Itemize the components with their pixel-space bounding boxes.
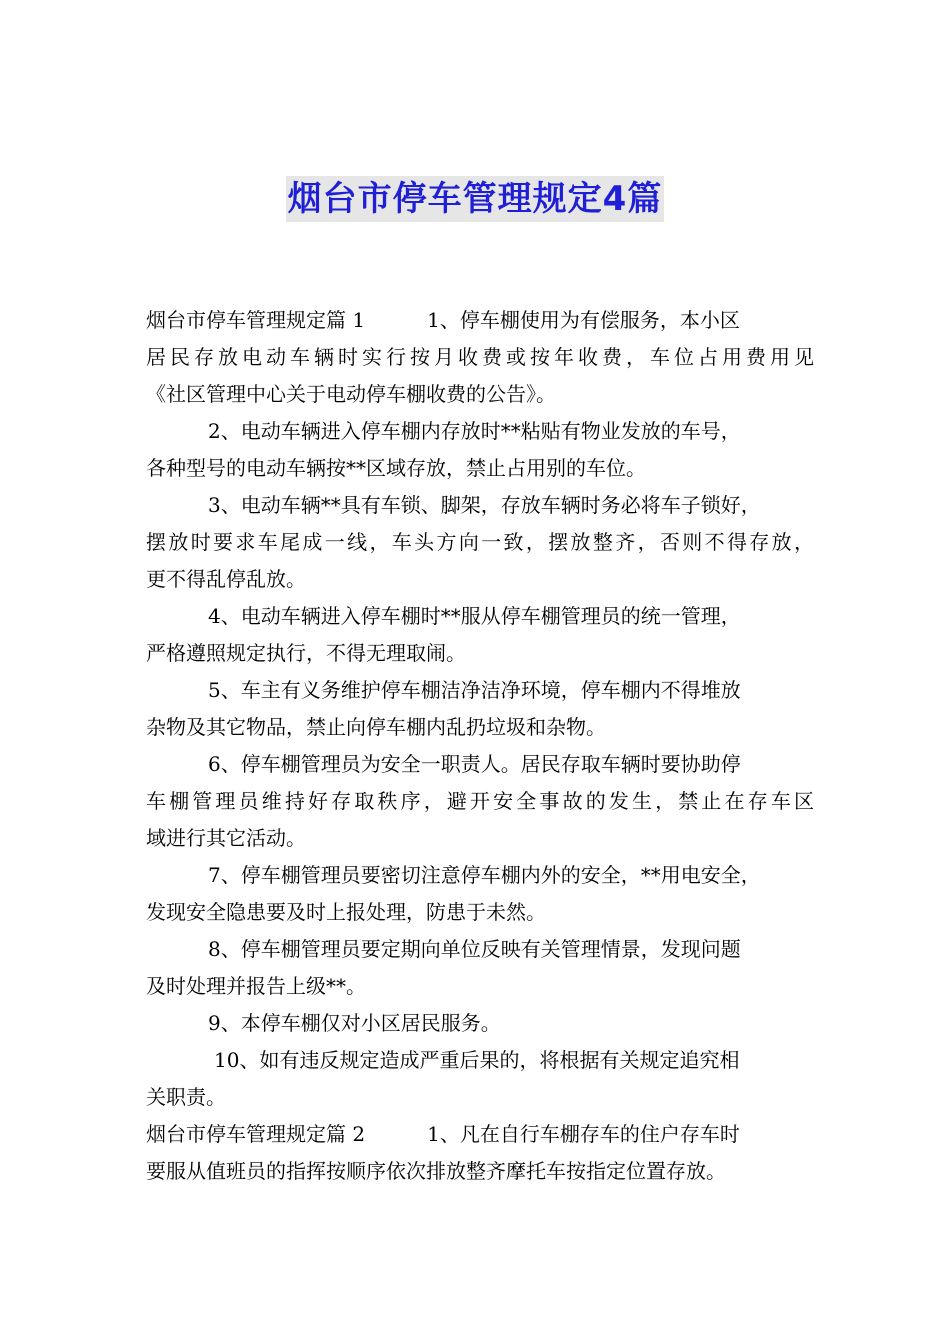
item-8-line: 8、停车棚管理员要定期向单位反映有关管理情景，发现问题 xyxy=(208,937,741,961)
item-10-line: 10、如有违反规定造成严重后果的，将根据有关规定追究相 xyxy=(214,1048,740,1072)
paragraph-line: 及时处理并报告上级**。 xyxy=(146,974,366,998)
paragraph-line: 《社区管理中心关于电动停车棚收费的公告》。 xyxy=(146,382,556,406)
paragraph-line: 严格遵照规定执行，不得无理取闹。 xyxy=(146,641,466,665)
section-1-heading-line xyxy=(146,302,814,339)
paragraph-line: 杂物及其它物品，禁止向停车棚内乱扔垃圾和杂物。 xyxy=(146,715,606,739)
item-9-line: 9、本停车棚仅对小区居民服务。 xyxy=(208,1011,501,1035)
paragraph-line: 各种型号的电动车辆按**区域存放，禁止占用别的车位。 xyxy=(146,456,646,480)
item-7-line: 7、停车棚管理员要密切注意停车棚内外的安全，**用电安全， xyxy=(208,863,761,887)
item-4-line: 4、电动车辆进入停车棚时**服从停车棚管理员的统一管理， xyxy=(208,604,741,628)
section-2-heading-line xyxy=(146,1116,814,1153)
paragraph-line: 摆放时要求车尾成一线，车头方向一致，摆放整齐，否则不得存放， xyxy=(146,530,814,554)
title-container xyxy=(0,176,950,222)
item-3-line: 3、电动车辆**具有车锁、脚架，存放车辆时务必将车子锁好， xyxy=(208,493,761,517)
section-2-item-1-start: 1、凡在自行车棚存车的住户存车时 xyxy=(427,1122,740,1146)
paragraph-line: 发现安全隐患要及时上报处理，防患于未然。 xyxy=(146,900,546,924)
section-2-heading: 烟台市停车管理规定篇 2 xyxy=(146,1122,366,1146)
paragraph-line: 要服从值班员的指挥按顺序依次排放整齐摩托车按指定位置存放。 xyxy=(146,1159,726,1183)
paragraph-line: 关职责。 xyxy=(146,1085,226,1109)
item-2-line: 2、电动车辆进入停车棚内存放时**粘贴有物业发放的车号， xyxy=(208,419,741,443)
paragraph-line: 更不得乱停乱放。 xyxy=(146,567,306,591)
item-6-line: 6、停车棚管理员为安全一职责人。居民存取车辆时要协助停 xyxy=(208,752,741,776)
document-body xyxy=(146,302,814,1190)
paragraph-line: 车棚管理员维持好存取秩序，避开安全事故的发生，禁止在存车区 xyxy=(146,789,814,813)
paragraph-line: 域进行其它活动。 xyxy=(146,826,306,850)
item-5-line: 5、车主有义务维护停车棚洁净洁净环境，停车棚内不得堆放 xyxy=(208,678,741,702)
document-title: 烟台市停车管理规定4篇 xyxy=(286,176,665,222)
section-1-item-1-start: 1、停车棚使用为有偿服务，本小区 xyxy=(427,308,740,332)
section-1-heading: 烟台市停车管理规定篇 1 xyxy=(146,308,366,332)
paragraph-line: 居民存放电动车辆时实行按月收费或按年收费，车位占用费用见 xyxy=(146,345,814,369)
